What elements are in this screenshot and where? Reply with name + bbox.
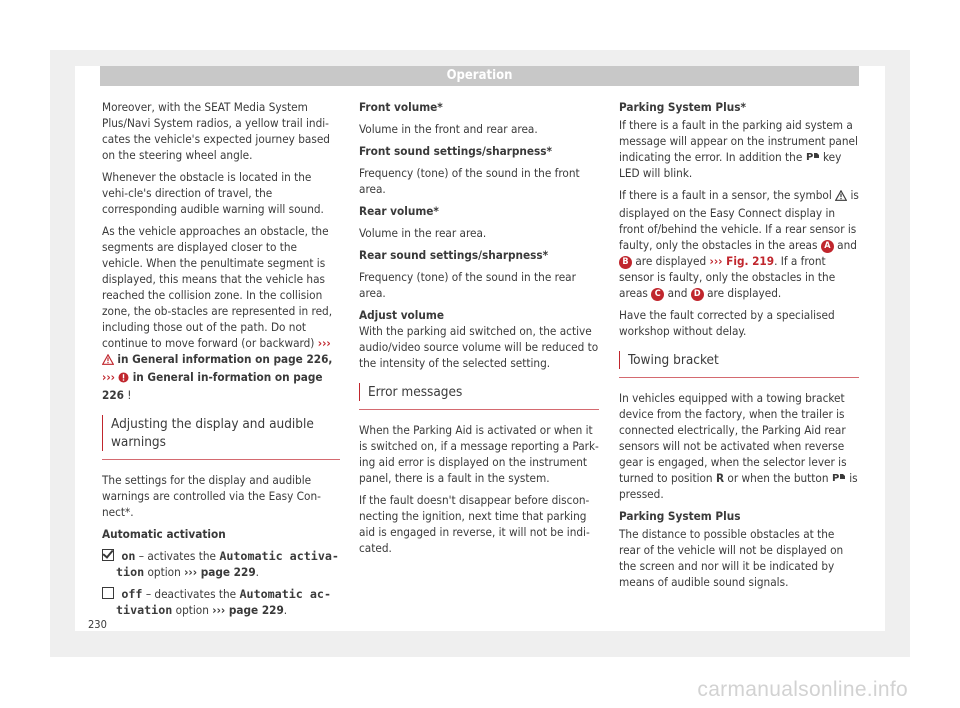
subheading: Automatic activation — [102, 527, 226, 541]
page-reference[interactable]: ››› page 229 — [184, 565, 256, 579]
subheading: Front sound settings/sharpness* — [359, 144, 553, 158]
paragraph-text: In vehicles equipped with a towing bracket device from the factory, when the trailer is connected electrically, the Parking Aid rear sensors will not be activated when reverse gear is engaged, when the selector lever is turned to position — [619, 391, 847, 485]
section-title: Adjusting the display and audible warnings — [102, 415, 340, 451]
warning-triangle-icon — [102, 353, 114, 369]
column-1 — [102, 99, 340, 624]
paragraph-text: If there is a fault in a sensor, the symbol — [619, 188, 832, 202]
paragraph-text: and — [667, 286, 688, 300]
reference-arrow[interactable]: ››› — [102, 370, 115, 384]
paragraph-text: or when the button — [727, 471, 829, 485]
paragraph: When the Parking Aid is activated or when it is switched on, if a message reporting a Park-ing aid error is displayed on the instrument panel, there is a fault in the system. — [359, 423, 599, 485]
paragraph: The settings for the display and audible warnings are controlled via the Easy Con-nect*. — [102, 473, 321, 519]
option-key: off — [121, 587, 143, 601]
figure-reference[interactable]: ››› Fig. 219 — [709, 254, 775, 268]
paragraph-end: ! — [127, 388, 132, 402]
option-text: option — [147, 565, 181, 579]
paragraph — [102, 223, 340, 403]
paragraph-text: is pressed. — [619, 471, 858, 501]
paragraph-text: . If a front sensor is faulty, only the obstacles in the areas — [619, 254, 836, 300]
option-end: . — [283, 603, 288, 617]
area-badge-a: A — [821, 240, 834, 253]
option-on — [102, 548, 340, 580]
paragraph: Frequency (tone) of the sound in the rear area. — [359, 270, 576, 300]
paragraph: With the parking aid switched on, the active audio/video source volume will be reduced to the intensity of the selected setting. — [359, 324, 599, 370]
page-reference[interactable]: ››› page 229 — [212, 603, 284, 617]
option-text: option — [175, 603, 209, 617]
paragraph: The distance to possible obstacles at the rear of the vehicle will not be displayed on the screen and nor will it be indicated by means of audible sound signals. — [619, 527, 844, 589]
paragraph-text: As the vehicle approaches an obstacle, the segments are displayed closer to the vehicle. When the penultimate segment is displayed, this means that the vehicle has reached the collision zone. In the collision zone, the ob-stacles are represented in red, including those out of the path. Do not continue to move forward (or backward) — [102, 224, 333, 350]
paragraph-text: key LED will blink. — [619, 150, 842, 180]
page-number: 230 — [88, 618, 107, 631]
option-end: . — [255, 565, 259, 579]
cross-reference[interactable]: in General information on page 226, — [117, 352, 333, 366]
paragraph: Volume in the front and rear area. — [359, 122, 538, 136]
paragraph-text: are displayed. — [707, 286, 782, 300]
paragraph-text: is displayed on the Easy Connect display in front of/behind the vehicle. If a rear sensor is faulty, only the obstacles in the areas — [619, 188, 859, 252]
parking-key-icon — [832, 471, 846, 485]
page-header: Operation — [100, 66, 859, 86]
subheading: Parking System Plus* — [619, 100, 746, 114]
subheading: Rear sound settings/sharpness* — [359, 248, 549, 262]
column-2 — [359, 99, 599, 562]
column-3 — [619, 99, 859, 596]
reference-arrow[interactable]: ››› — [317, 336, 331, 350]
option-key: on — [121, 549, 136, 563]
area-badge-d: D — [691, 288, 704, 301]
paragraph — [619, 117, 859, 181]
paragraph-text: and — [837, 238, 857, 252]
paragraph: Whenever the obstacle is located in the vehi-cle's direction of travel, the corresponding audible warning will sound. — [102, 170, 324, 216]
option-text: – deactivates the — [145, 587, 237, 601]
paragraph — [619, 187, 859, 301]
paragraph: Volume in the rear area. — [359, 226, 487, 240]
paragraph: Moreover, with the SEAT Media System Plus/Navi System radios, a yellow trail indi-cates the vehicle's expected journey based on the steering wheel angle. — [102, 100, 330, 162]
warning-triangle-icon — [835, 189, 847, 205]
svg-text:P: P — [831, 473, 840, 482]
subheading: Adjust volume — [359, 308, 444, 322]
cross-reference[interactable]: in General in-formation on page 226 — [102, 370, 323, 402]
parking-key-icon — [806, 150, 820, 164]
paragraph-text: are displayed — [635, 254, 707, 268]
option-code: Automatic activa-tion — [116, 549, 339, 579]
option-text: – activates the — [138, 549, 216, 563]
subheading: Rear volume* — [359, 204, 439, 218]
subheading: Parking System Plus — [619, 509, 741, 523]
watermark: carmanualsonline.info — [697, 678, 908, 701]
subheading: Front volume* — [359, 100, 443, 114]
gear-position: R — [715, 471, 725, 485]
paragraph: Have the fault corrected by a specialised workshop without delay. — [619, 308, 835, 338]
section-title: Error messages — [359, 383, 599, 401]
paragraph — [619, 390, 859, 502]
section-heading-errors — [359, 383, 599, 410]
area-badge-c: C — [651, 288, 664, 301]
area-badge-b: B — [619, 256, 632, 269]
paragraph-text: If there is a fault in the parking aid system a message will appear on the instrument panel indicating the error. In addition the — [619, 118, 858, 164]
svg-text:P: P — [805, 152, 813, 161]
option-code: Automatic ac-tivation — [116, 587, 331, 617]
section-heading-display — [102, 415, 340, 460]
info-circle-icon — [118, 371, 129, 387]
section-title: Towing bracket — [619, 351, 859, 369]
option-off — [102, 586, 340, 618]
paragraph: If the fault doesn't disappear before discon-necting the ignition, next time that parking aid is engaged in reverse, it will not be indi-cated. — [359, 493, 590, 555]
checkbox-empty-icon — [102, 587, 114, 599]
checkbox-checked-icon — [102, 549, 114, 561]
paragraph: Frequency (tone) of the sound in the front area. — [359, 166, 580, 196]
section-heading-towing — [619, 351, 859, 378]
